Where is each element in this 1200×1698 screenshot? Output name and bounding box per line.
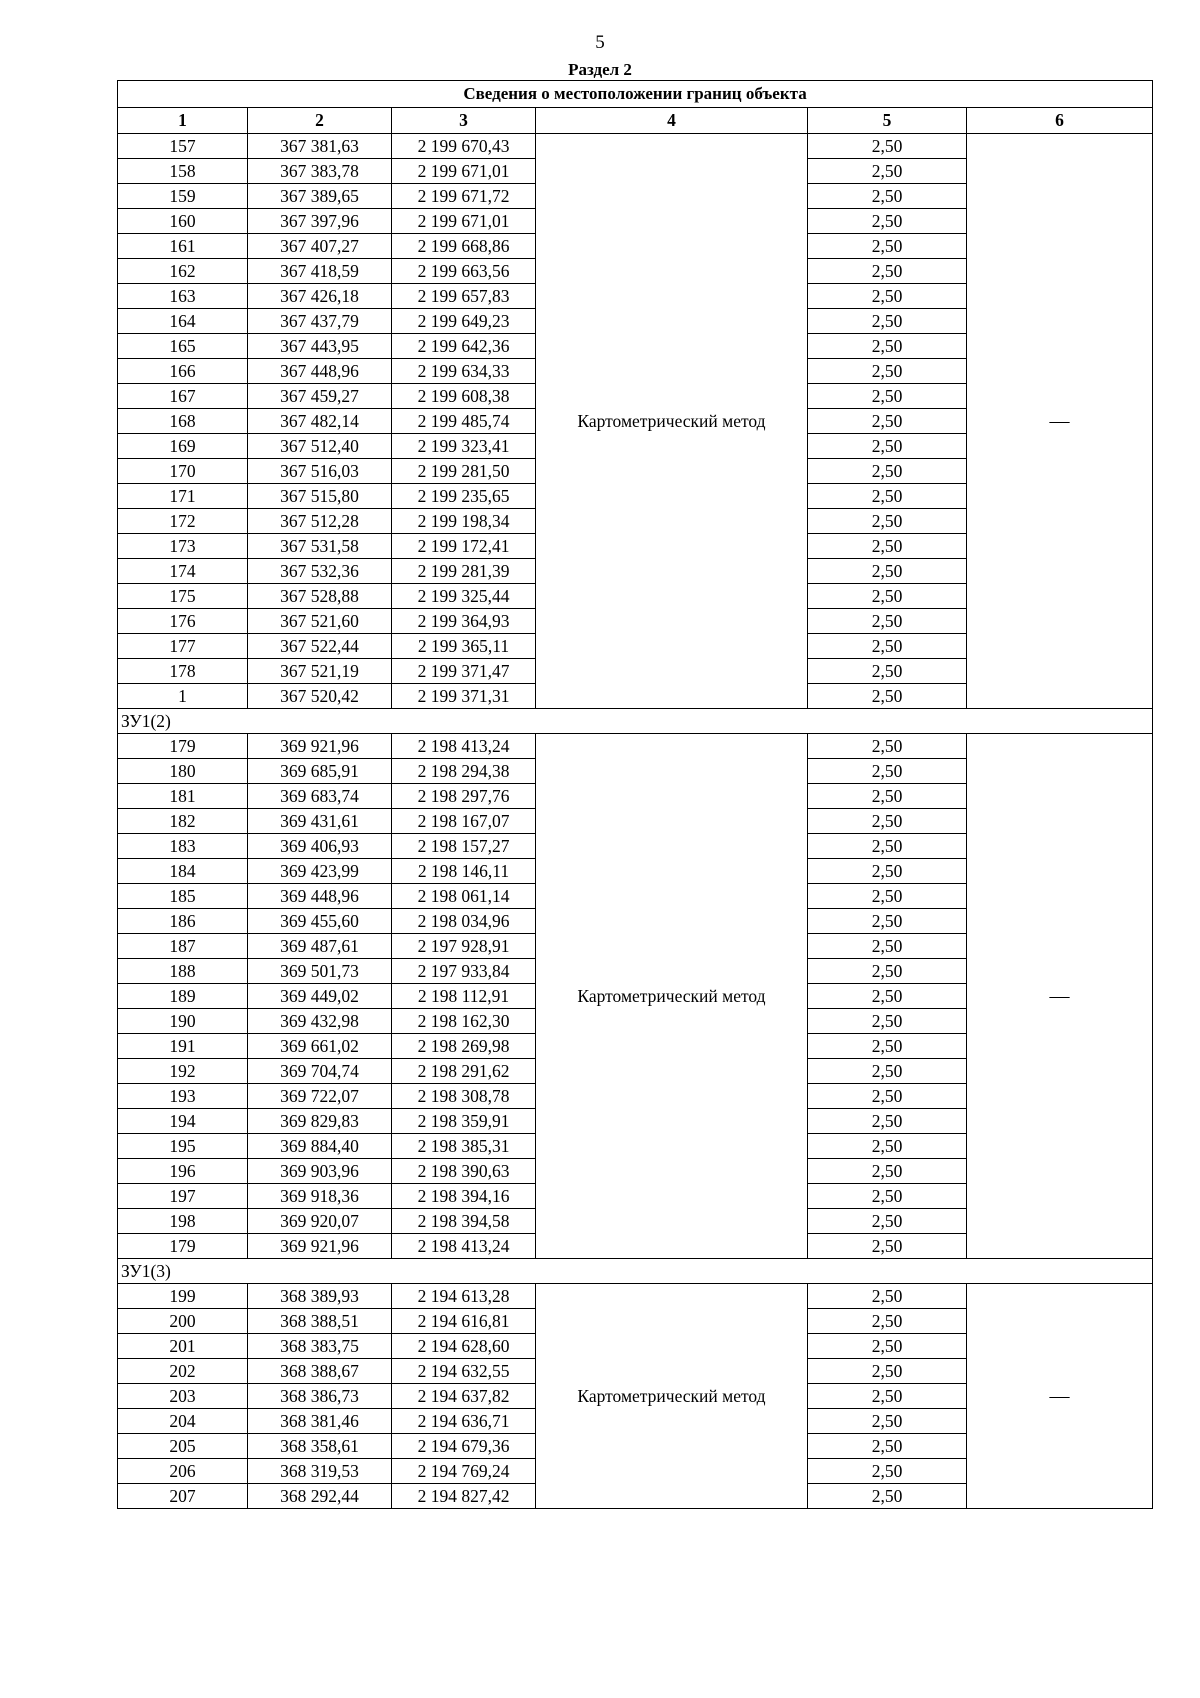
point-number-cell: 189 bbox=[118, 984, 248, 1009]
coordinate-x-cell: 367 397,96 bbox=[248, 209, 392, 234]
coordinate-x-cell: 367 522,44 bbox=[248, 634, 392, 659]
coordinate-x-cell: 368 389,93 bbox=[248, 1284, 392, 1309]
coordinate-x-cell: 367 418,59 bbox=[248, 259, 392, 284]
point-number-cell: 192 bbox=[118, 1059, 248, 1084]
coordinate-x-cell: 368 386,73 bbox=[248, 1384, 392, 1409]
accuracy-cell: 2,50 bbox=[808, 1009, 967, 1034]
accuracy-cell: 2,50 bbox=[808, 509, 967, 534]
point-number-cell: 157 bbox=[118, 134, 248, 159]
point-number-cell: 1 bbox=[118, 684, 248, 709]
point-number-cell: 207 bbox=[118, 1484, 248, 1509]
accuracy-cell: 2,50 bbox=[808, 184, 967, 209]
coordinate-y-cell: 2 198 167,07 bbox=[392, 809, 536, 834]
coordinate-x-cell: 368 388,67 bbox=[248, 1359, 392, 1384]
accuracy-cell: 2,50 bbox=[808, 209, 967, 234]
coordinate-y-cell: 2 197 928,91 bbox=[392, 934, 536, 959]
coordinate-y-cell: 2 199 235,65 bbox=[392, 484, 536, 509]
coordinate-y-cell: 2 198 359,91 bbox=[392, 1109, 536, 1134]
accuracy-cell: 2,50 bbox=[808, 459, 967, 484]
coordinate-x-cell: 368 358,61 bbox=[248, 1434, 392, 1459]
accuracy-cell: 2,50 bbox=[808, 934, 967, 959]
coordinate-y-cell: 2 194 628,60 bbox=[392, 1334, 536, 1359]
accuracy-cell: 2,50 bbox=[808, 684, 967, 709]
coordinate-x-cell: 369 704,74 bbox=[248, 1059, 392, 1084]
point-number-cell: 179 bbox=[118, 734, 248, 759]
point-number-cell: 199 bbox=[118, 1284, 248, 1309]
coordinate-x-cell: 369 448,96 bbox=[248, 884, 392, 909]
accuracy-cell: 2,50 bbox=[808, 1359, 967, 1384]
accuracy-cell: 2,50 bbox=[808, 234, 967, 259]
coordinate-y-cell: 2 198 394,16 bbox=[392, 1184, 536, 1209]
group-label-row bbox=[118, 1259, 1153, 1284]
accuracy-cell: 2,50 bbox=[808, 434, 967, 459]
accuracy-cell: 2,50 bbox=[808, 1409, 967, 1434]
accuracy-cell: 2,50 bbox=[808, 534, 967, 559]
table-caption: Сведения о местоположении границ объекта bbox=[118, 81, 1153, 108]
point-number-cell: 188 bbox=[118, 959, 248, 984]
coordinate-y-cell: 2 199 634,33 bbox=[392, 359, 536, 384]
column-header-4: 4 bbox=[536, 108, 808, 134]
coordinate-x-cell: 369 829,83 bbox=[248, 1109, 392, 1134]
coordinate-y-cell: 2 194 827,42 bbox=[392, 1484, 536, 1509]
point-number-cell: 173 bbox=[118, 534, 248, 559]
coordinate-x-cell: 367 448,96 bbox=[248, 359, 392, 384]
point-number-cell: 176 bbox=[118, 609, 248, 634]
point-number-cell: 197 bbox=[118, 1184, 248, 1209]
column-header-6: 6 bbox=[967, 108, 1153, 134]
accuracy-cell: 2,50 bbox=[808, 609, 967, 634]
coordinate-y-cell: 2 198 034,96 bbox=[392, 909, 536, 934]
accuracy-cell: 2,50 bbox=[808, 384, 967, 409]
point-number-cell: 175 bbox=[118, 584, 248, 609]
accuracy-cell: 2,50 bbox=[808, 1109, 967, 1134]
coordinate-y-cell: 2 194 632,55 bbox=[392, 1359, 536, 1384]
point-number-cell: 202 bbox=[118, 1359, 248, 1384]
point-number-cell: 185 bbox=[118, 884, 248, 909]
accuracy-cell: 2,50 bbox=[808, 559, 967, 584]
coordinate-y-cell: 2 194 637,82 bbox=[392, 1384, 536, 1409]
point-number-cell: 195 bbox=[118, 1134, 248, 1159]
coordinate-y-cell: 2 198 385,31 bbox=[392, 1134, 536, 1159]
coordinate-y-cell: 2 198 162,30 bbox=[392, 1009, 536, 1034]
coordinate-x-cell: 369 431,61 bbox=[248, 809, 392, 834]
accuracy-cell: 2,50 bbox=[808, 834, 967, 859]
point-number-cell: 205 bbox=[118, 1434, 248, 1459]
point-number-cell: 161 bbox=[118, 234, 248, 259]
coordinate-x-cell: 367 512,40 bbox=[248, 434, 392, 459]
point-number-cell: 183 bbox=[118, 834, 248, 859]
accuracy-cell: 2,50 bbox=[808, 284, 967, 309]
accuracy-cell: 2,50 bbox=[808, 309, 967, 334]
point-number-cell: 200 bbox=[118, 1309, 248, 1334]
coordinate-x-cell: 367 383,78 bbox=[248, 159, 392, 184]
accuracy-cell: 2,50 bbox=[808, 484, 967, 509]
coordinate-y-cell: 2 198 308,78 bbox=[392, 1084, 536, 1109]
accuracy-cell: 2,50 bbox=[808, 759, 967, 784]
accuracy-cell: 2,50 bbox=[808, 659, 967, 684]
accuracy-cell: 2,50 bbox=[808, 1184, 967, 1209]
coordinate-y-cell: 2 194 679,36 bbox=[392, 1434, 536, 1459]
coordinate-x-cell: 368 381,46 bbox=[248, 1409, 392, 1434]
coordinate-y-cell: 2 198 297,76 bbox=[392, 784, 536, 809]
accuracy-cell: 2,50 bbox=[808, 884, 967, 909]
coordinate-x-cell: 369 921,96 bbox=[248, 734, 392, 759]
coordinate-x-cell: 369 920,07 bbox=[248, 1209, 392, 1234]
point-number-cell: 204 bbox=[118, 1409, 248, 1434]
point-number-cell: 206 bbox=[118, 1459, 248, 1484]
point-number-cell: 190 bbox=[118, 1009, 248, 1034]
coordinate-y-cell: 2 199 281,50 bbox=[392, 459, 536, 484]
accuracy-cell: 2,50 bbox=[808, 1309, 967, 1334]
coordinate-y-cell: 2 198 413,24 bbox=[392, 1234, 536, 1259]
accuracy-cell: 2,50 bbox=[808, 334, 967, 359]
coordinate-y-cell: 2 199 608,38 bbox=[392, 384, 536, 409]
table-body bbox=[118, 81, 1153, 1509]
point-number-cell: 169 bbox=[118, 434, 248, 459]
accuracy-cell: 2,50 bbox=[808, 409, 967, 434]
coordinate-y-cell: 2 199 671,01 bbox=[392, 159, 536, 184]
accuracy-cell: 2,50 bbox=[808, 584, 967, 609]
coordinate-y-cell: 2 199 649,23 bbox=[392, 309, 536, 334]
group-label: ЗУ1(2) bbox=[118, 709, 1153, 734]
column-header-2: 2 bbox=[248, 108, 392, 134]
point-number-cell: 167 bbox=[118, 384, 248, 409]
coordinate-y-cell: 2 198 413,24 bbox=[392, 734, 536, 759]
coordinate-y-cell: 2 198 061,14 bbox=[392, 884, 536, 909]
coordinate-x-cell: 369 884,40 bbox=[248, 1134, 392, 1159]
coordinate-x-cell: 369 683,74 bbox=[248, 784, 392, 809]
coordinate-x-cell: 367 407,27 bbox=[248, 234, 392, 259]
coordinate-y-cell: 2 199 668,86 bbox=[392, 234, 536, 259]
accuracy-cell: 2,50 bbox=[808, 259, 967, 284]
point-number-cell: 203 bbox=[118, 1384, 248, 1409]
accuracy-cell: 2,50 bbox=[808, 1459, 967, 1484]
accuracy-cell: 2,50 bbox=[808, 984, 967, 1009]
accuracy-cell: 2,50 bbox=[808, 809, 967, 834]
point-number-cell: 198 bbox=[118, 1209, 248, 1234]
coordinate-x-cell: 369 432,98 bbox=[248, 1009, 392, 1034]
accuracy-cell: 2,50 bbox=[808, 1484, 967, 1509]
point-number-cell: 165 bbox=[118, 334, 248, 359]
coordinate-y-cell: 2 199 371,31 bbox=[392, 684, 536, 709]
table-row bbox=[118, 134, 1153, 159]
point-number-cell: 180 bbox=[118, 759, 248, 784]
coordinate-x-cell: 369 685,91 bbox=[248, 759, 392, 784]
column-header-1: 1 bbox=[118, 108, 248, 134]
coordinate-x-cell: 368 388,51 bbox=[248, 1309, 392, 1334]
accuracy-cell: 2,50 bbox=[808, 784, 967, 809]
coordinate-x-cell: 369 455,60 bbox=[248, 909, 392, 934]
accuracy-cell: 2,50 bbox=[808, 859, 967, 884]
coordinate-y-cell: 2 199 365,11 bbox=[392, 634, 536, 659]
point-number-cell: 174 bbox=[118, 559, 248, 584]
coordinate-y-cell: 2 194 613,28 bbox=[392, 1284, 536, 1309]
coordinate-y-cell: 2 198 394,58 bbox=[392, 1209, 536, 1234]
group-label-row bbox=[118, 709, 1153, 734]
coordinate-y-cell: 2 198 294,38 bbox=[392, 759, 536, 784]
note-cell: — bbox=[967, 734, 1153, 1259]
coordinate-y-cell: 2 194 769,24 bbox=[392, 1459, 536, 1484]
point-number-cell: 160 bbox=[118, 209, 248, 234]
point-number-cell: 184 bbox=[118, 859, 248, 884]
coordinate-y-cell: 2 194 636,71 bbox=[392, 1409, 536, 1434]
boundary-coordinates-table bbox=[117, 80, 1153, 1509]
coordinate-y-cell: 2 199 671,72 bbox=[392, 184, 536, 209]
coordinate-y-cell: 2 199 657,83 bbox=[392, 284, 536, 309]
point-number-cell: 168 bbox=[118, 409, 248, 434]
point-number-cell: 172 bbox=[118, 509, 248, 534]
coordinate-x-cell: 367 482,14 bbox=[248, 409, 392, 434]
coordinate-y-cell: 2 199 371,47 bbox=[392, 659, 536, 684]
note-cell: — bbox=[967, 1284, 1153, 1509]
accuracy-cell: 2,50 bbox=[808, 959, 967, 984]
accuracy-cell: 2,50 bbox=[808, 1059, 967, 1084]
point-number-cell: 181 bbox=[118, 784, 248, 809]
accuracy-cell: 2,50 bbox=[808, 1234, 967, 1259]
column-header-5: 5 bbox=[808, 108, 967, 134]
coordinate-x-cell: 367 389,65 bbox=[248, 184, 392, 209]
coordinate-y-cell: 2 198 146,11 bbox=[392, 859, 536, 884]
column-header-3: 3 bbox=[392, 108, 536, 134]
point-number-cell: 187 bbox=[118, 934, 248, 959]
coordinate-x-cell: 367 426,18 bbox=[248, 284, 392, 309]
coordinate-x-cell: 369 487,61 bbox=[248, 934, 392, 959]
page-number: 5 bbox=[595, 32, 605, 53]
coordinate-y-cell: 2 199 281,39 bbox=[392, 559, 536, 584]
coordinate-x-cell: 367 516,03 bbox=[248, 459, 392, 484]
coordinate-y-cell: 2 199 198,34 bbox=[392, 509, 536, 534]
coordinate-x-cell: 368 292,44 bbox=[248, 1484, 392, 1509]
accuracy-cell: 2,50 bbox=[808, 1209, 967, 1234]
point-number-cell: 196 bbox=[118, 1159, 248, 1184]
coordinate-x-cell: 369 661,02 bbox=[248, 1034, 392, 1059]
point-number-cell: 182 bbox=[118, 809, 248, 834]
coordinate-y-cell: 2 198 157,27 bbox=[392, 834, 536, 859]
coordinate-x-cell: 367 459,27 bbox=[248, 384, 392, 409]
accuracy-cell: 2,50 bbox=[808, 1334, 967, 1359]
point-number-cell: 193 bbox=[118, 1084, 248, 1109]
coordinate-x-cell: 367 437,79 bbox=[248, 309, 392, 334]
point-number-cell: 159 bbox=[118, 184, 248, 209]
coordinate-y-cell: 2 198 390,63 bbox=[392, 1159, 536, 1184]
point-number-cell: 164 bbox=[118, 309, 248, 334]
accuracy-cell: 2,50 bbox=[808, 1284, 967, 1309]
point-number-cell: 186 bbox=[118, 909, 248, 934]
point-number-cell: 162 bbox=[118, 259, 248, 284]
coordinate-x-cell: 367 521,19 bbox=[248, 659, 392, 684]
coordinate-x-cell: 369 406,93 bbox=[248, 834, 392, 859]
accuracy-cell: 2,50 bbox=[808, 1034, 967, 1059]
table-row bbox=[118, 734, 1153, 759]
point-number-cell: 191 bbox=[118, 1034, 248, 1059]
point-number-cell: 179 bbox=[118, 1234, 248, 1259]
coordinate-x-cell: 369 423,99 bbox=[248, 859, 392, 884]
coordinate-x-cell: 367 531,58 bbox=[248, 534, 392, 559]
method-cell: Картометрический метод bbox=[536, 1284, 808, 1509]
accuracy-cell: 2,50 bbox=[808, 359, 967, 384]
point-number-cell: 171 bbox=[118, 484, 248, 509]
coordinate-y-cell: 2 199 663,56 bbox=[392, 259, 536, 284]
coordinate-y-cell: 2 197 933,84 bbox=[392, 959, 536, 984]
point-number-cell: 178 bbox=[118, 659, 248, 684]
accuracy-cell: 2,50 bbox=[808, 1384, 967, 1409]
point-number-cell: 201 bbox=[118, 1334, 248, 1359]
section-title: Раздел 2 bbox=[568, 60, 632, 79]
coordinate-y-cell: 2 198 112,91 bbox=[392, 984, 536, 1009]
point-number-cell: 194 bbox=[118, 1109, 248, 1134]
group-label: ЗУ1(3) bbox=[118, 1259, 1153, 1284]
coordinate-y-cell: 2 199 172,41 bbox=[392, 534, 536, 559]
table-caption-row bbox=[118, 81, 1153, 108]
coordinate-x-cell: 367 381,63 bbox=[248, 134, 392, 159]
coordinate-x-cell: 367 443,95 bbox=[248, 334, 392, 359]
accuracy-cell: 2,50 bbox=[808, 1084, 967, 1109]
coordinate-x-cell: 369 921,96 bbox=[248, 1234, 392, 1259]
point-number-cell: 166 bbox=[118, 359, 248, 384]
coordinate-x-cell: 367 512,28 bbox=[248, 509, 392, 534]
coordinate-x-cell: 369 722,07 bbox=[248, 1084, 392, 1109]
point-number-cell: 163 bbox=[118, 284, 248, 309]
method-cell: Картометрический метод bbox=[536, 134, 808, 709]
coordinate-x-cell: 369 903,96 bbox=[248, 1159, 392, 1184]
coordinate-y-cell: 2 199 323,41 bbox=[392, 434, 536, 459]
coordinate-y-cell: 2 198 291,62 bbox=[392, 1059, 536, 1084]
method-cell: Картометрический метод bbox=[536, 734, 808, 1259]
coordinate-y-cell: 2 199 671,01 bbox=[392, 209, 536, 234]
coordinate-y-cell: 2 198 269,98 bbox=[392, 1034, 536, 1059]
coordinate-x-cell: 367 515,80 bbox=[248, 484, 392, 509]
table-header-row bbox=[118, 108, 1153, 134]
point-number-cell: 170 bbox=[118, 459, 248, 484]
coordinate-y-cell: 2 199 670,43 bbox=[392, 134, 536, 159]
coordinate-y-cell: 2 199 364,93 bbox=[392, 609, 536, 634]
accuracy-cell: 2,50 bbox=[808, 1134, 967, 1159]
coordinate-x-cell: 367 520,42 bbox=[248, 684, 392, 709]
accuracy-cell: 2,50 bbox=[808, 634, 967, 659]
accuracy-cell: 2,50 bbox=[808, 1434, 967, 1459]
accuracy-cell: 2,50 bbox=[808, 909, 967, 934]
coordinate-x-cell: 368 319,53 bbox=[248, 1459, 392, 1484]
coordinate-x-cell: 369 918,36 bbox=[248, 1184, 392, 1209]
accuracy-cell: 2,50 bbox=[808, 134, 967, 159]
coordinate-x-cell: 367 528,88 bbox=[248, 584, 392, 609]
accuracy-cell: 2,50 bbox=[808, 734, 967, 759]
point-number-cell: 158 bbox=[118, 159, 248, 184]
coordinate-x-cell: 369 501,73 bbox=[248, 959, 392, 984]
coordinate-y-cell: 2 199 642,36 bbox=[392, 334, 536, 359]
coordinate-x-cell: 368 383,75 bbox=[248, 1334, 392, 1359]
coordinate-x-cell: 367 532,36 bbox=[248, 559, 392, 584]
accuracy-cell: 2,50 bbox=[808, 159, 967, 184]
point-number-cell: 177 bbox=[118, 634, 248, 659]
coordinate-y-cell: 2 199 485,74 bbox=[392, 409, 536, 434]
coordinate-x-cell: 367 521,60 bbox=[248, 609, 392, 634]
table-row bbox=[118, 1284, 1153, 1309]
coordinate-y-cell: 2 194 616,81 bbox=[392, 1309, 536, 1334]
coordinate-y-cell: 2 199 325,44 bbox=[392, 584, 536, 609]
coordinate-x-cell: 369 449,02 bbox=[248, 984, 392, 1009]
note-cell: — bbox=[967, 134, 1153, 709]
accuracy-cell: 2,50 bbox=[808, 1159, 967, 1184]
